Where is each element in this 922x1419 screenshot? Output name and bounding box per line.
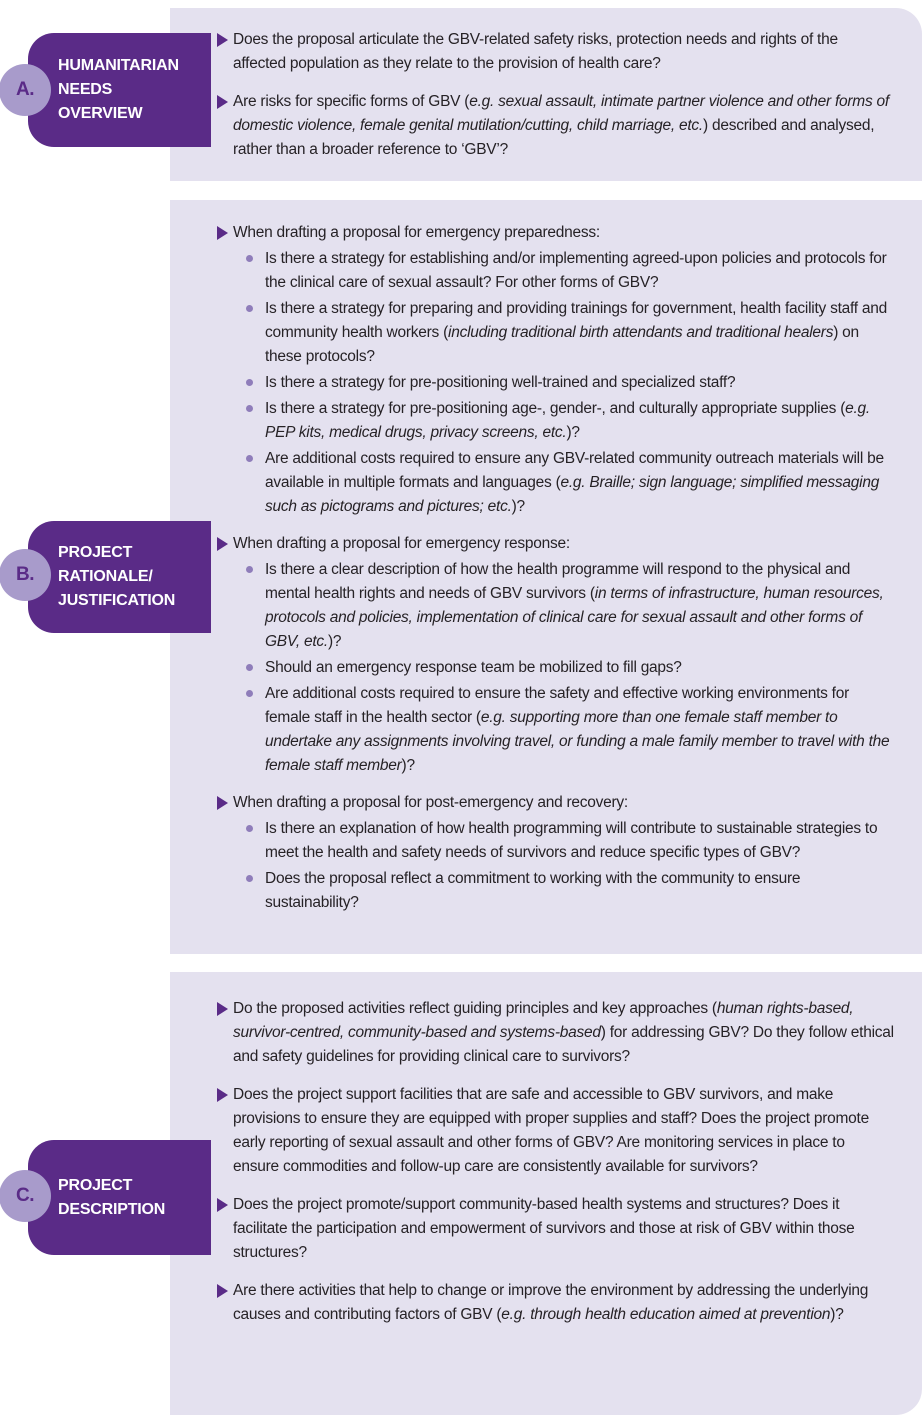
arrow-bullet-icon: [217, 95, 228, 109]
checklist-item: [217, 221, 894, 519]
item-text-segment: Are additional costs required to ensure any GBV-related community outreach materials will be available in multiple formats and languages (: [265, 450, 884, 491]
checklist-subitem: [246, 558, 894, 654]
checklist-item: [217, 1279, 894, 1327]
arrow-bullet-icon: [217, 226, 228, 240]
arrow-bullet-icon: [217, 1198, 228, 1212]
checklist-subitem: [246, 656, 894, 680]
checklist-subitem: [246, 297, 894, 369]
section-letter-badge: [0, 1170, 51, 1222]
checklist-subitem: [246, 817, 894, 865]
item-text-segment: Is there a strategy for preparing and providing trainings for government, health facility staff and community health workers (: [265, 300, 888, 341]
checklist-item-text: [233, 535, 570, 552]
dot-bullet-icon: [246, 690, 253, 697]
item-text-segment: Should an emergency response team be mobilized to fill gaps?: [265, 659, 682, 676]
checklist-subitem: [246, 371, 894, 395]
item-text-segment: Does the proposal reflect a commitment to working with the community to ensure sustainability?: [265, 870, 801, 911]
section-letter: B.: [16, 564, 34, 585]
arrow-bullet-icon: [217, 33, 228, 47]
item-text-segment: Is there a strategy for pre-positioning age-, gender-, and culturally appropriate supplies (: [265, 400, 846, 417]
dot-bullet-icon: [246, 664, 253, 671]
section-letter: A.: [16, 79, 34, 100]
item-text-segment: including traditional birth attendants and traditional healers: [448, 324, 834, 341]
section-label-line: JUSTIFICATION: [58, 592, 176, 609]
section-label-line: NEEDS: [58, 81, 113, 98]
section-c-panel: [170, 972, 922, 1415]
checklist-subitem-text: [265, 820, 877, 861]
item-text-segment: e.g. through health education aimed at prevention: [501, 1306, 831, 1323]
arrow-bullet-icon: [217, 1088, 228, 1102]
section-b-panel: [170, 200, 922, 954]
item-text-segment: ) described and analysed, rather than a broader reference to ‘GBV’?: [233, 117, 875, 158]
dot-bullet-icon: [246, 405, 253, 412]
checklist-item-text: [233, 1196, 855, 1261]
checklist-item: [217, 997, 894, 1069]
item-text-segment: )?: [511, 498, 525, 515]
item-text-segment: Does the project support facilities that are safe and accessible to GBV survivors, and make provisions to ensure they are equipped with proper supplies and staff? Does the project promote early reporting of sexual assault and other forms of GBV? Are monitoring services in place to ensure commodities and follow-up care are consistently available for survivors?: [233, 1086, 869, 1175]
checklist-item-text: [233, 1282, 868, 1323]
dot-bullet-icon: [246, 566, 253, 573]
checklist-subitem-text: [265, 374, 735, 391]
item-text-segment: )?: [566, 424, 580, 441]
dot-bullet-icon: [246, 875, 253, 882]
checklist-subitem-text: [265, 300, 887, 365]
item-text-segment: When drafting a proposal for emergency preparedness:: [233, 224, 600, 241]
section-a-panel: [170, 8, 922, 181]
item-text-segment: Is there a strategy for establishing and/or implementing agreed-upon policies and protocols for the clinical care of sexual assault? For other forms of GBV?: [265, 250, 887, 291]
item-text-segment: Is there a clear description of how the health programme will respond to the physical and mental health rights and needs of GBV survivors (: [265, 561, 851, 602]
dot-bullet-icon: [246, 255, 253, 262]
checklist-subitem-text: [265, 561, 884, 650]
item-text-segment: Is there an explanation of how health programming will contribute to sustainable strategies to meet the health and safety needs of survivors and reduce specific types of GBV?: [265, 820, 878, 861]
dot-bullet-icon: [246, 379, 253, 386]
item-text-segment: Do the proposed activities reflect guiding principles and key approaches (: [233, 1000, 717, 1017]
checklist-item-text: [233, 93, 889, 158]
section-label-line: DESCRIPTION: [58, 1200, 166, 1218]
checklist-subitem-text: [265, 870, 800, 911]
item-text-segment: )?: [327, 633, 342, 650]
item-text-segment: Does the proposal articulate the GBV-related safety risks, protection needs and rights of the affected population as they relate to the provision of health care?: [233, 31, 838, 72]
arrow-bullet-icon: [217, 796, 228, 810]
section-label-line: PROJECT: [58, 544, 133, 561]
checklist-item: [217, 1083, 894, 1179]
checklist-subitem: [246, 247, 894, 295]
checklist-subitem: [246, 397, 894, 445]
checklist-item-text: [233, 224, 600, 241]
arrow-bullet-icon: [217, 1002, 228, 1016]
item-text-segment: )?: [830, 1306, 844, 1323]
checklist-item: [217, 28, 894, 76]
checklist-subitem: [246, 682, 894, 778]
item-text-segment: When drafting a proposal for post-emergency and recovery:: [233, 794, 628, 811]
checklist-subitem-text: [265, 400, 870, 441]
item-text-segment: e.g. sexual assault, intimate partner violence and other forms of domestic violence, female genital mutilation/cutting, child marriage, etc.: [233, 93, 889, 134]
item-text-segment: )?: [401, 757, 415, 774]
section-label-line: OVERVIEW: [58, 105, 143, 122]
dot-bullet-icon: [246, 455, 253, 462]
checklist-subitem: [246, 867, 894, 915]
checklist-subitems: [233, 558, 894, 778]
checklist-item: [217, 532, 894, 778]
checklist-subitem-text: [265, 659, 682, 676]
section-letter: C.: [16, 1185, 34, 1206]
item-text-segment: e.g. supporting more than one female staff member to undertake any assignments involving travel, or funding a male family member to travel with the female staff member: [265, 709, 890, 774]
checklist-subitem-text: [265, 450, 884, 515]
section-letter-badge: [0, 64, 51, 116]
dot-bullet-icon: [246, 825, 253, 832]
checklist-item-text: [233, 31, 838, 72]
item-text-segment: ) for addressing GBV? Do they follow ethical and safety guidelines for providing clinical care to survivors?: [233, 1024, 894, 1065]
checklist-subitems: [233, 817, 894, 915]
checklist-item-text: [233, 1086, 869, 1175]
checklist-item: [217, 791, 894, 915]
checklist-subitem: [246, 447, 894, 519]
section-label-line: PROJECT: [58, 1176, 133, 1194]
item-text-segment: e.g. Braille; sign language; simplified messaging such as pictograms and pictures; etc.: [265, 474, 880, 515]
checklist-subitem-text: [265, 250, 887, 291]
item-text-segment: Is there a strategy for pre-positioning well-trained and specialized staff?: [265, 374, 736, 391]
section-a-label: [28, 33, 211, 147]
item-text-segment: Does the project promote/support community-based health systems and structures? Does it facilitate the participation and empowerment of survivors and those at risk of GBV within those structures?: [233, 1196, 855, 1261]
checklist-item-text: [233, 794, 628, 811]
item-text-segment: in terms of infrastructure, human resources, protocols and policies, implementation of clinical care for sexual assault and other forms of GBV, etc.: [265, 585, 884, 650]
section-b-label: [28, 521, 211, 633]
arrow-bullet-icon: [217, 1284, 228, 1298]
item-text-segment: Are additional costs required to ensure the safety and effective working environments for female staff in the health sector (: [265, 685, 850, 726]
checklist-item: [217, 1193, 894, 1265]
item-text-segment: When drafting a proposal for emergency response:: [233, 535, 570, 552]
section-letter-badge: [0, 549, 51, 601]
section-label-line: RATIONALE/: [58, 568, 153, 585]
item-text-segment: ) on these protocols?: [265, 324, 859, 365]
item-text-segment: Are risks for specific forms of GBV (: [233, 93, 470, 110]
section-c-label: [28, 1140, 211, 1255]
item-text-segment: Are there activities that help to change or improve the environment by addressing the underlying causes and contributing factors of GBV (: [233, 1282, 869, 1323]
section-label-line: HUMANITARIAN: [58, 57, 179, 74]
checklist-subitem-text: [265, 685, 889, 774]
checklist-item-text: [233, 1000, 894, 1065]
checklist-item: [217, 90, 894, 162]
checklist-subitems: [233, 247, 894, 519]
arrow-bullet-icon: [217, 537, 228, 551]
dot-bullet-icon: [246, 305, 253, 312]
item-text-segment: human rights-based, survivor-centred, community-based and systems-based: [233, 1000, 854, 1041]
item-text-segment: e.g. PEP kits, medical drugs, privacy screens, etc.: [265, 400, 870, 441]
